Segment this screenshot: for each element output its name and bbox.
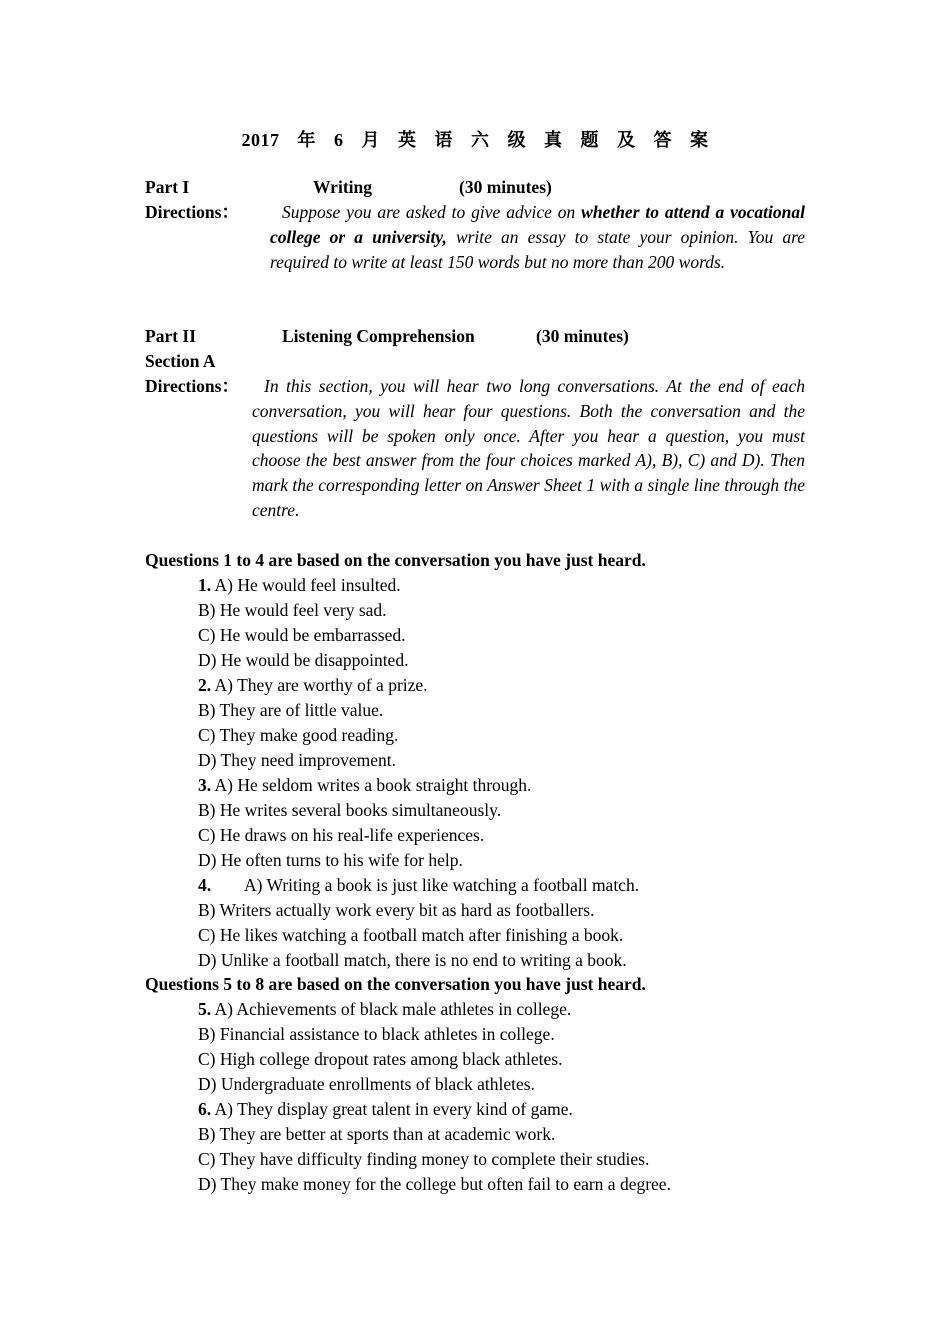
option-c: C) He likes watching a football match after finishing a book. — [198, 925, 624, 945]
part1-time: (30 minutes) — [459, 177, 552, 197]
part2-time: (30 minutes) — [536, 326, 629, 346]
part1-directions-text — [270, 200, 805, 274]
group2-header: Questions 5 to 8 are based on the conversation you have just heard. — [145, 974, 646, 994]
option-a: A) They are worthy of a prize. — [214, 675, 428, 695]
option-b: B) They are of little value. — [198, 700, 384, 720]
question-4 — [198, 873, 639, 898]
option-c: C) He draws on his real-life experiences. — [198, 825, 485, 845]
part1-directions-bold: whether to attend a vocational college or a university, — [270, 202, 805, 247]
option-c: C) He would be embarrassed. — [198, 625, 406, 645]
option-a: A) Achievements of black male athletes in college. — [214, 999, 572, 1019]
part1-directions-pre: Suppose you are asked to give advice on — [282, 202, 582, 222]
option-c: C) They have difficulty finding money to complete their studies. — [198, 1149, 650, 1169]
question-3 — [198, 773, 531, 798]
part1-directions-label: Directions： — [145, 202, 239, 222]
option-b: B) He writes several books simultaneously. — [198, 800, 502, 820]
option-b: B) Financial assistance to black athletes in college. — [198, 1024, 555, 1044]
option-a: A) He seldom writes a book straight through. — [214, 775, 532, 795]
question-5 — [198, 997, 571, 1022]
option-d: D) They make money for the college but often fail to earn a degree. — [198, 1174, 671, 1194]
section-a-label: Section A — [145, 351, 216, 371]
question-number: 4. — [198, 875, 212, 895]
option-a: A) He would feel insulted. — [214, 575, 401, 595]
part2-directions-label: Directions： — [145, 376, 239, 396]
part1-label: Part I — [145, 177, 190, 197]
part1-directions-post: write an essay to state your opinion. You are required to write at least 150 words but no more than 200 words. — [270, 226, 805, 272]
option-a: A) Writing a book is just like watching a football match. — [244, 875, 640, 895]
part2-name: Listening Comprehension — [282, 326, 475, 346]
option-d: D) They need improvement. — [198, 750, 396, 770]
group1-header: Questions 1 to 4 are based on the conversation you have just heard. — [145, 550, 646, 570]
question-number: 3. — [198, 775, 212, 795]
option-d: D) Unlike a football match, there is no end to writing a book. — [198, 950, 627, 970]
part2-directions-text: In this section, you will hear two long conversations. At the end of each conversation, you will hear four questions. Both the conversation and the questions will be spoken only once. After you hear a question, you must choose the best answer from the four choices marked A), B), C) and D). Then mark the corresponding letter on Answer Sheet 1 with a single line through the centre. — [252, 376, 805, 520]
part1-name: Writing — [313, 177, 372, 197]
question-1 — [198, 573, 401, 598]
option-b: B) Writers actually work every bit as hard as footballers. — [198, 900, 595, 920]
question-number: 5. — [198, 999, 212, 1019]
option-c: C) They make good reading. — [198, 725, 399, 745]
option-b: B) They are better at sports than at academic work. — [198, 1124, 556, 1144]
option-d: D) Undergraduate enrollments of black athletes. — [198, 1074, 535, 1094]
question-number: 6. — [198, 1099, 212, 1119]
question-2 — [198, 673, 428, 698]
option-d: D) He often turns to his wife for help. — [198, 850, 463, 870]
question-6 — [198, 1097, 573, 1122]
option-c: C) High college dropout rates among black athletes. — [198, 1049, 563, 1069]
question-number: 2. — [198, 675, 212, 695]
option-b: B) He would feel very sad. — [198, 600, 387, 620]
option-a: A) They display great talent in every kind of game. — [214, 1099, 573, 1119]
option-d: D) He would be disappointed. — [198, 650, 409, 670]
page-title: 2017 年 6 月 英 语 六 级 真 题 及 答 案 — [241, 130, 709, 150]
part2-label: Part II — [145, 326, 197, 346]
question-number: 1. — [198, 575, 212, 595]
